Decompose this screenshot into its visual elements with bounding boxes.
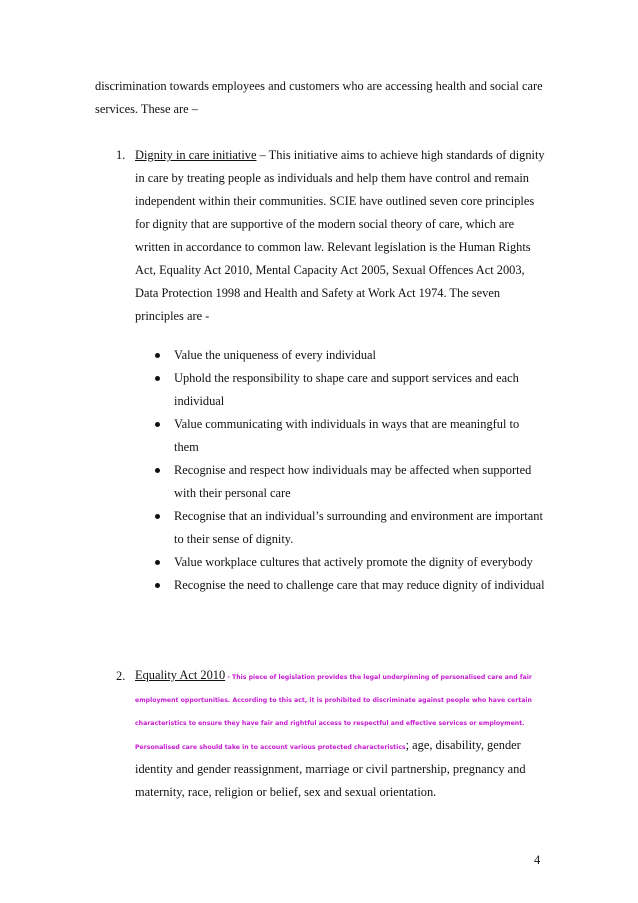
equality-description: ; age, disability, gender identity and gender reassignment, marriage or civil partnership, pregnancy and maternity, race, religion or belief, sex and sexual orientation. — [135, 738, 526, 799]
page-number: 4 — [534, 853, 541, 867]
bullet-icon — [155, 376, 160, 381]
bullet-icon — [155, 422, 160, 427]
list-item-body — [135, 144, 545, 328]
list-item: Uphold the responsibility to shape care and support services and each individual — [155, 367, 545, 413]
list-item-body — [135, 665, 545, 804]
dignity-description: – This initiative aims to achieve high standards of dignity in care by treating people as individuals and help them have control and remain independent within their communities. SCIE have outlined seven core principles for dignity that are supportive of the modern social theory of care, which are written in accordance to common law. Relevant legislation is the Human Rights Act, Equality Act 2010, Mental Capacity Act 2005, Sexual Offences Act 2003, Data Protection 1998 and Health and Safety at Work Act 1974. The seven principles are - — [135, 148, 545, 323]
list-item: Recognise and respect how individuals may be affected when supported with their personal care — [155, 459, 545, 505]
highlighted-text: - This piece of legislation provides the legal underpinning of personalised care and fair employment opportunities. According to this act, it is prohibited to discriminate against people who have certain characteristics to ensure they have fair and rightful access to respectful and effective services or employment. Personalised care should take in to account various protected characteristics — [135, 674, 532, 751]
section-heading-equality: Equality Act 2010 — [135, 668, 226, 682]
bullet-icon — [155, 560, 160, 565]
list-item: Recognise that an individual’s surrounding and environment are important to their sense of dignity. — [155, 505, 545, 551]
list-number: 1. — [116, 148, 126, 162]
bullet-icon — [155, 514, 160, 519]
bullet-icon — [155, 353, 160, 358]
bullet-icon — [155, 583, 160, 588]
list-number: 2. — [116, 669, 126, 683]
principles-list — [155, 344, 545, 597]
list-item: Recognise the need to challenge care that may reduce dignity of individual — [155, 574, 545, 597]
intro-paragraph: discrimination towards employees and customers who are accessing health and social care services. These are – — [95, 79, 543, 116]
section-heading-dignity: Dignity in care initiative — [135, 148, 257, 162]
list-item: Value the uniqueness of every individual — [155, 344, 545, 367]
list-item: Value workplace cultures that actively promote the dignity of everybody — [155, 551, 545, 574]
bullet-icon — [155, 468, 160, 473]
list-item: Value communicating with individuals in ways that are meaningful to them — [155, 413, 545, 459]
